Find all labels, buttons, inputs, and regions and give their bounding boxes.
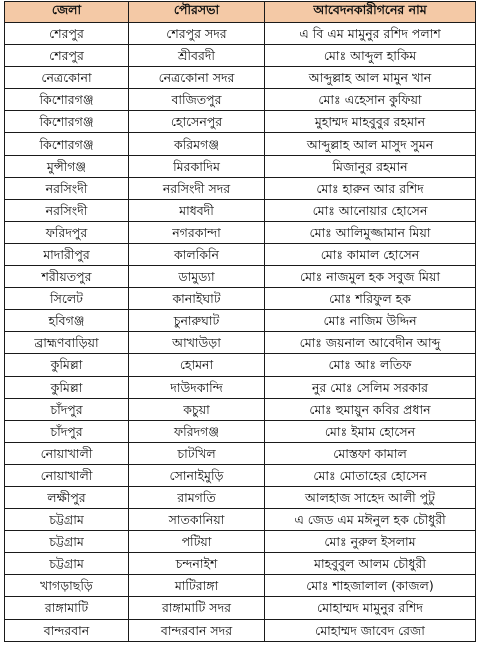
table-row <box>5 221 476 243</box>
pourashava-cell: বান্দরবান সদর <box>129 619 265 641</box>
table-row <box>5 332 476 354</box>
applicant-cell: মোঃ মোতাহের হোসেন <box>265 464 476 486</box>
pourashava-cell: পটিয়া <box>129 531 265 553</box>
applicant-cell: মোঃ হারুন আর রশিদ <box>265 177 476 199</box>
header-pourashava: পৌরসভা <box>129 2 265 23</box>
district-cell: নেত্রকোনা <box>5 67 129 89</box>
pourashava-cell: দাউদকান্দি <box>129 376 265 398</box>
district-cell: শরীয়তপুর <box>5 266 129 288</box>
table-row <box>5 177 476 199</box>
district-cell: বান্দরবান <box>5 619 129 641</box>
applicant-cell: মোঃ জয়নাল আবেদীন আব্দু <box>265 332 476 354</box>
pourashava-cell: কানাইঘাট <box>129 288 265 310</box>
applicant-cell: মোঃ শাহজালাল (কাজল) <box>265 575 476 597</box>
district-cell: নরসিংদী <box>5 177 129 199</box>
table-row <box>5 199 476 221</box>
district-cell: কুমিল্লা <box>5 354 129 376</box>
pourashava-cell: আখাউড়া <box>129 332 265 354</box>
pourashava-cell: চুনারুঘাট <box>129 310 265 332</box>
district-cell: খাগড়াছড়ি <box>5 575 129 597</box>
district-cell: চট্টগ্রাম <box>5 531 129 553</box>
header-district: জেলা <box>5 2 129 23</box>
district-cell: লক্ষীপুর <box>5 486 129 508</box>
applicant-cell: মাহবুবুল আলম চৌধুরী <box>265 553 476 575</box>
pourashava-cell: হোসেনপুর <box>129 111 265 133</box>
table-header <box>5 2 476 23</box>
applicant-cell: আব্দুল্লাহ আল মামুন খান <box>265 67 476 89</box>
applicant-cell: আব্দুল্লাহ আল মাসুদ সুমন <box>265 133 476 155</box>
table-row <box>5 45 476 67</box>
table-row <box>5 575 476 597</box>
pourashava-cell: মাটিরাঙ্গা <box>129 575 265 597</box>
district-cell: কিশোরগঞ্জ <box>5 111 129 133</box>
header-row <box>5 2 476 23</box>
applicant-cell: মোঃ এহেসান কুফিয়া <box>265 89 476 111</box>
district-cell: নরসিংদী <box>5 199 129 221</box>
applicant-cell: এ বি এম মামুনুর রশিদ পলাশ <box>265 23 476 45</box>
district-cell: চট্টগ্রাম <box>5 553 129 575</box>
applicant-cell: মোঃ আনোয়ার হোসেন <box>265 199 476 221</box>
district-cell: চাঁদপুর <box>5 420 129 442</box>
header-applicant: আবেদনকারীগনের নাম <box>265 2 476 23</box>
table-row <box>5 89 476 111</box>
applicant-cell: এ জেড এম মঈনুল হক চৌধুরী <box>265 509 476 531</box>
pourashava-cell: সোনাইমুড়ি <box>129 464 265 486</box>
applicant-cell: মোঃ কামাল হোসেন <box>265 243 476 265</box>
district-cell: নোয়াখালী <box>5 464 129 486</box>
district-cell: মাদারীপুর <box>5 243 129 265</box>
pourashava-cell: ফরিদগঞ্জ <box>129 420 265 442</box>
pourashava-cell: কচুয়া <box>129 398 265 420</box>
table-row <box>5 23 476 45</box>
table-row <box>5 442 476 464</box>
pourashava-cell: রাঙ্গামাটি সদর <box>129 597 265 619</box>
pourashava-cell: সাতকানিয়া <box>129 509 265 531</box>
applicant-cell: মোঃ নাজমুল হক সবুজ মিয়া <box>265 266 476 288</box>
pourashava-cell: ডামুড্যা <box>129 266 265 288</box>
table-row <box>5 354 476 376</box>
table-body <box>5 23 476 642</box>
applicant-cell: মোস্তফা কামাল <box>265 442 476 464</box>
district-cell: কিশোরগঞ্জ <box>5 133 129 155</box>
applicant-cell: মোঃ শরিফুল হক <box>265 288 476 310</box>
applicant-cell: মোঃ নাজিম উদ্দিন <box>265 310 476 332</box>
applicant-cell: আলহাজ সাহেদ আলী পুটু <box>265 486 476 508</box>
table-row <box>5 398 476 420</box>
district-cell: শেরপুর <box>5 23 129 45</box>
table-row <box>5 509 476 531</box>
applicant-cell: নুর মোঃ সেলিম সরকার <box>265 376 476 398</box>
table-row <box>5 420 476 442</box>
pourashava-cell: চাটখিল <box>129 442 265 464</box>
table-row <box>5 243 476 265</box>
pourashava-cell: মাধবদী <box>129 199 265 221</box>
applicant-cell: মোঃ ইমাম হোসেন <box>265 420 476 442</box>
district-cell: সিলেট <box>5 288 129 310</box>
table-row <box>5 553 476 575</box>
table-row <box>5 266 476 288</box>
applicant-cell: মুহাম্মদ মাহবুবুর রহমান <box>265 111 476 133</box>
district-cell: চাঁদপুর <box>5 398 129 420</box>
table-row <box>5 531 476 553</box>
pourashava-cell: শেরপুর সদর <box>129 23 265 45</box>
district-cell: কুমিল্লা <box>5 376 129 398</box>
table-row <box>5 486 476 508</box>
pourashava-cell: করিমগঞ্জ <box>129 133 265 155</box>
table-row <box>5 111 476 133</box>
pourashava-cell: চন্দনাইশ <box>129 553 265 575</box>
applicant-cell: মোঃ হুমায়ুন কবির প্রধান <box>265 398 476 420</box>
applicant-cell: মোঃ আলিমুজ্জামান মিয়া <box>265 221 476 243</box>
applicant-cell: মোঃ আঃ লতিফ <box>265 354 476 376</box>
pourashava-cell: রামগতি <box>129 486 265 508</box>
table-row <box>5 155 476 177</box>
table-row <box>5 133 476 155</box>
table-row <box>5 464 476 486</box>
pourashava-cell: নরসিংদী সদর <box>129 177 265 199</box>
district-cell: কিশোরগঞ্জ <box>5 89 129 111</box>
applicant-cell: মোঃ নুরুল ইসলাম <box>265 531 476 553</box>
district-cell: শেরপুর <box>5 45 129 67</box>
applicant-table <box>4 1 476 642</box>
pourashava-cell: নেত্রকোনা সদর <box>129 67 265 89</box>
table-row <box>5 376 476 398</box>
pourashava-cell: মিরকাদিম <box>129 155 265 177</box>
district-cell: ফরিদপুর <box>5 221 129 243</box>
table-row <box>5 310 476 332</box>
table-row <box>5 597 476 619</box>
pourashava-cell: কালকিনি <box>129 243 265 265</box>
applicant-cell: মোহাম্মদ জাবেদ রেজা <box>265 619 476 641</box>
applicant-cell: মোঃ আব্দুল হাকিম <box>265 45 476 67</box>
district-cell: রাঙ্গামাটি <box>5 597 129 619</box>
table-row <box>5 288 476 310</box>
pourashava-cell: নগরকান্দা <box>129 221 265 243</box>
district-cell: ব্রাহ্মণবাড়িয়া <box>5 332 129 354</box>
district-cell: হবিগঞ্জ <box>5 310 129 332</box>
pourashava-cell: হোমনা <box>129 354 265 376</box>
applicant-cell: মিজানুর রহমান <box>265 155 476 177</box>
pourashava-cell: শ্রীবরদী <box>129 45 265 67</box>
pourashava-cell: বাজিতপুর <box>129 89 265 111</box>
district-cell: মুন্সীগঞ্জ <box>5 155 129 177</box>
table-row <box>5 67 476 89</box>
table-row <box>5 619 476 641</box>
applicant-cell: মোহাম্মদ মামুনুর রশিদ <box>265 597 476 619</box>
district-cell: চট্টগ্রাম <box>5 509 129 531</box>
district-cell: নোয়াখালী <box>5 442 129 464</box>
